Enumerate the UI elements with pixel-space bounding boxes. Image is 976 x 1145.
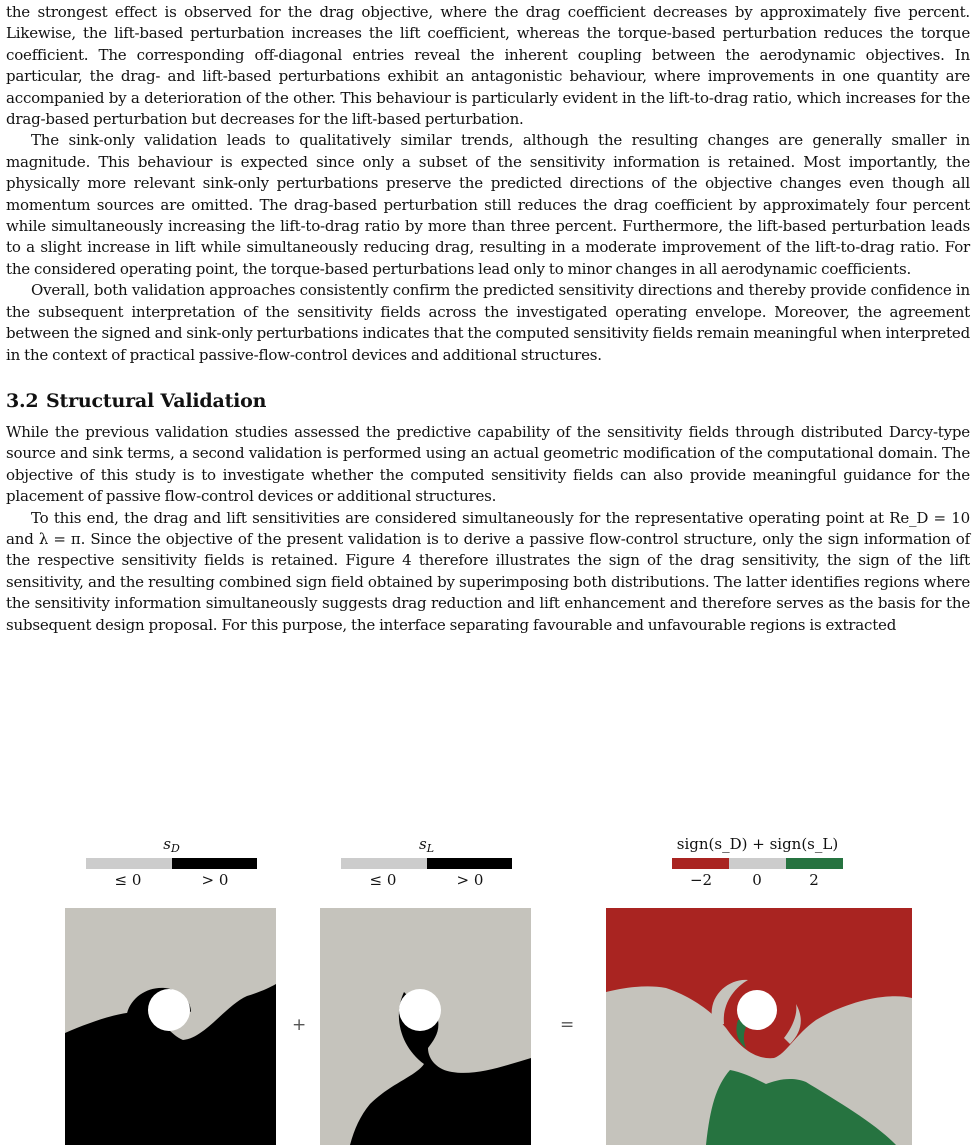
- tick-label: > 0: [201, 871, 229, 889]
- paragraph: While the previous validation studies assessed the predictive capability of the sensitivity fields through distributed Darcy-type source and sink terms, a second validation is performed using an actual geometric modification of the computational domain. The objective of this study is to investigate whether the computed sensitivity fields can also provide meaningful guidance for the placement of passive flow-control devices or additional structures.: [6, 422, 970, 506]
- tick-label: > 0: [456, 871, 484, 889]
- tick-label: −2: [689, 871, 713, 889]
- section-number: 3.2: [6, 389, 39, 412]
- tick-label: 2: [809, 871, 819, 889]
- tick-label: 0: [752, 871, 762, 889]
- paper-page: [6, 0, 970, 636]
- plus-operator: +: [292, 1015, 307, 1035]
- section-title: Structural Validation: [46, 389, 267, 412]
- combined-sign-field: [606, 908, 912, 1145]
- lift-sign-field: [320, 908, 531, 1145]
- tick-label: ≤ 0: [114, 871, 142, 889]
- paragraph: Overall, both validation approaches consistently confirm the predicted sensitivity directions and thereby provide confidence in the subsequent interpretation of the sensitivity fields across the investigated operating envelope. Moreover, the agreement between the signed and sink-only perturbations indicates that the computed sensitivity fields remain meaningful when interpreted in the context of practical passive-flow-control devices and additional structures.: [6, 281, 970, 364]
- equals-operator: =: [560, 1015, 575, 1035]
- colorbar-drag: [86, 858, 257, 869]
- tick-label: ≤ 0: [369, 871, 397, 889]
- section-heading: [6, 390, 970, 412]
- paragraph: the strongest effect is observed for the drag objective, where the drag coefficient decreases by approximately five percent. Likewise, the lift-based perturbation increases the lift coefficient, whereas the torque-based perturbation reduces the torque coefficient. The corresponding off-diagonal entries reveal the inherent coupling between the aerodynamic objectives. In particular, the drag- and lift-based perturbations exhibit an antagonistic behaviour, where improvements in one quantity are accompanied by a deterioration of the other. This behaviour is particularly evident in the lift-to-drag ratio, which increases for the drag-based perturbation but decreases for the lift-based perturbation.: [6, 3, 970, 129]
- colorbar-title-combined: sign(s_D) + sign(s_L): [676, 835, 839, 853]
- colorbar-lift: [341, 858, 512, 869]
- colorbar-title-lift: $s_L$: [418, 835, 434, 855]
- paragraph: To this end, the drag and lift sensitivities are considered simultaneously for the representative operating point at Re_D = 10 and λ = π. Since the objective of the present validation is to derive a passive flow-control structure, only the sign information of the respective sensitivity fields is retained. Figure 4 therefore illustrates the sign of the drag sensitivity, the sign of the lift sensitivity, and the resulting combined sign field obtained by superimposing both distributions. The latter identifies regions where the sensitivity information simultaneously suggests drag reduction and lift enhancement and therefore serves as the basis for the subsequent design proposal. For this purpose, the interface separating favourable and unfavourable regions is extracted: [6, 508, 970, 634]
- colorbar-combined: [672, 858, 843, 869]
- paragraph: The sink-only validation leads to qualitatively similar trends, although the resulting changes are generally smaller in magnitude. This behaviour is expected since only a subset of the sensitivity information is retained. Most importantly, the physically more relevant sink-only perturbations preserve the predicted directions of the objective changes even though all momentum sources are omitted. The drag-based perturbation still reduces the drag coefficient by approximately four percent while simultaneously increasing the lift-to-drag ratio by more than three percent. Furthermore, the lift-based perturbation leads to a slight increase in lift while simultaneously reducing drag, resulting in a moderate improvement of the lift-to-drag ratio. For the considered operating point, the torque-based perturbations lead only to minor changes in all aerodynamic coefficients.: [6, 131, 970, 278]
- drag-sign-field: [65, 908, 276, 1145]
- figure-4: [0, 825, 976, 1145]
- colorbar-title-drag: $s_D$: [163, 835, 180, 855]
